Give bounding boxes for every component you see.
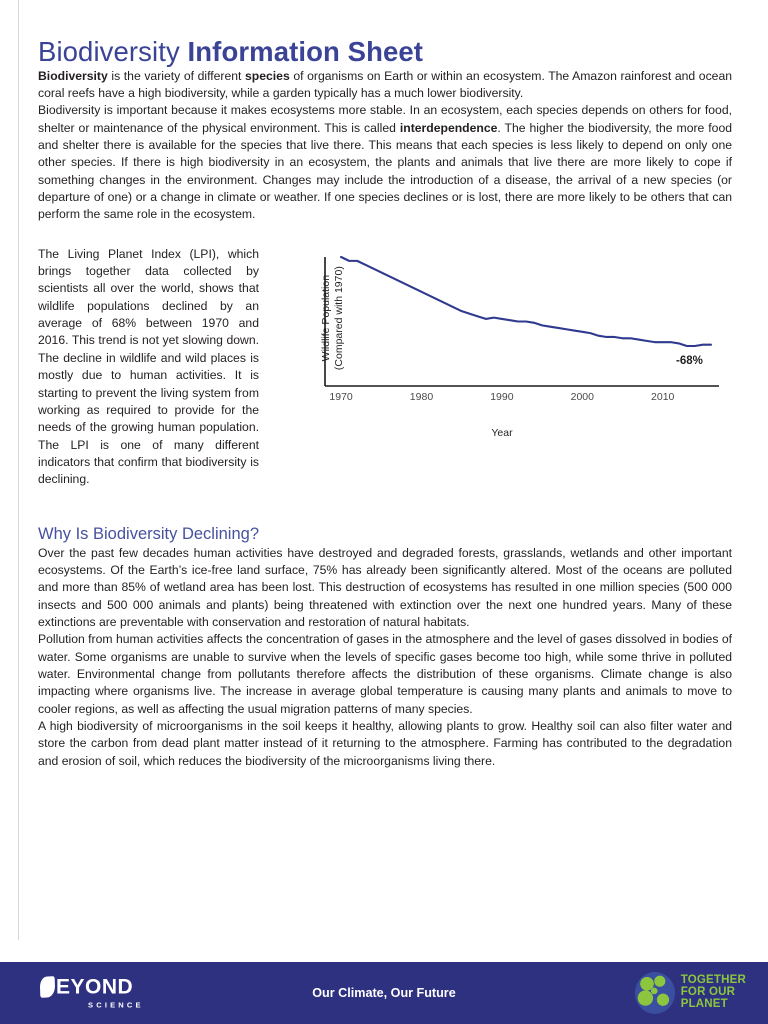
together-for-our-planet-logo	[635, 972, 746, 1014]
chart-x-tick-2010: 2010	[651, 390, 675, 403]
chart-y-axis-title-line2: (Compared with 1970)	[332, 266, 345, 371]
tfop-line1: TOGETHER	[680, 974, 746, 987]
chart-y-axis-title	[281, 254, 385, 384]
document-page	[38, 0, 732, 770]
intro-lead-bold: Biodiversity	[38, 68, 108, 83]
page-left-rule	[18, 0, 19, 940]
tfop-line2: FOR OUR	[680, 986, 736, 999]
together-for-our-planet-text	[681, 975, 746, 1010]
chart-x-tick-1980: 1980	[409, 390, 434, 403]
lpi-section	[38, 246, 732, 489]
intro-text-b: of organisms on Earth or within an ecosystem. The Amazon rainforest and ocean coral reefs have a high biodiversity, while a garden typically has a much lower biodiversity.	[38, 68, 733, 100]
paragraph-pollution: Pollution from human activities affects the concentration of gases in the atmosphere and the level of gases dissolved in bodies of water. Some organisms are unable to survive when the levels of specific gases become too high, while some thrive in polluted water. Environmental change from pollutants therefore affects the distribution of these organisms. Climate change is also impacting where organisms live. The increase in average global temperature is causing many plants and animals to move to cooler regions, as well as affecting the usual migration patterns of many species.	[38, 632, 732, 716]
chart-data-line	[341, 257, 711, 346]
chart-y-axis-title-line1: Wildlife Population	[319, 275, 332, 362]
chart-annotation-minus68: -68%	[676, 354, 703, 367]
chart-x-tick-labels	[329, 391, 674, 403]
page-footer	[0, 962, 768, 1024]
chart-x-tick-1990: 1990	[490, 390, 514, 403]
lpi-chart	[283, 254, 721, 439]
lpi-chart-wrapper	[283, 254, 732, 439]
globe-icon	[635, 972, 675, 1014]
tfop-line3: PLANET	[680, 997, 728, 1010]
chart-x-axis-title: Year	[491, 426, 513, 439]
page-title-regular: Biodiversity	[38, 36, 188, 67]
paragraph-soil: A high biodiversity of microorganisms in the soil keeps it healthy, allowing plants to grow. Healthy soil can also filter water and store the carbon from dead plant matter instead of it returning to the atmosphere. Farming has contributed to the degradation and erosion of soil, which reduces the biodiversity of the microorganisms living there.	[38, 718, 732, 768]
paragraph-importance	[38, 102, 732, 223]
chart-x-tick-2000: 2000	[570, 390, 594, 403]
beyond-brand-sub: SCIENCE	[88, 1000, 144, 1010]
beyond-brand-name: EYOND	[56, 975, 134, 999]
chart-x-tick-1970: 1970	[329, 390, 353, 403]
paragraph-intro	[38, 68, 732, 103]
importance-text-b: . The higher the biodiversity, the more food and shelter there is available for the species that live there. This means that each species is less likely to depend on only one other species. If there is high biodiversity in an ecosystem, the plants and animals that live there are more likely to cope if something changes in the environment. Changes may include the introduction of a disease, the arrival of a new species (or departure of one) or a change in climate or weather. If one species declines or is lost, there are more likely to be others that can perform the same role in the ecosystem.	[38, 120, 733, 222]
section-heading-why-declining: Why Is Biodiversity Declining?	[38, 524, 259, 543]
paragraph-decades: Over the past few decades human activities have destroyed and degraded forests, grasslands, wetlands and other important ecosystems. Of the Earth’s ice-free land surface, 75% has already been significantly altered. Most of the oceans are polluted and more than 85% of wetland area has been lost. This destruction of ecosystems has resulted in one million species (500 000 insects and 500 000 animals and plants) being threatened with extinction over the next one hundred years. Many of these extinctions are preventable with conservation and restoration of natural habitats.	[38, 545, 732, 629]
intro-species-bold: species	[245, 68, 290, 83]
importance-interdependence-bold: interdependence	[399, 120, 498, 135]
importance-text-a: Biodiversity is important because it makes ecosystems more stable. In an ecosystem, each species depends on others for food, shelter or maintenance of the physical environment. This is called	[38, 103, 732, 135]
page-title	[38, 0, 732, 68]
paragraph-lpi: The Living Planet Index (LPI), which brings together data collected by scientists all over the world, shows that wildlife populations declined by an average of 68% between 1970 and 2016. This trend is not yet slowing down. The decline in wildlife and wild places is mostly due to human activities. It is starting to prevent the living system from working as required to provide for the needs of the growing human population. The LPI is one of many different indicators that confirm that biodiversity is declining.	[38, 246, 259, 487]
page-title-bold: Information Sheet	[187, 36, 424, 67]
footer-tagline: Our Climate, Our Future	[312, 986, 456, 1000]
intro-text-a: is the variety of different	[107, 68, 246, 83]
